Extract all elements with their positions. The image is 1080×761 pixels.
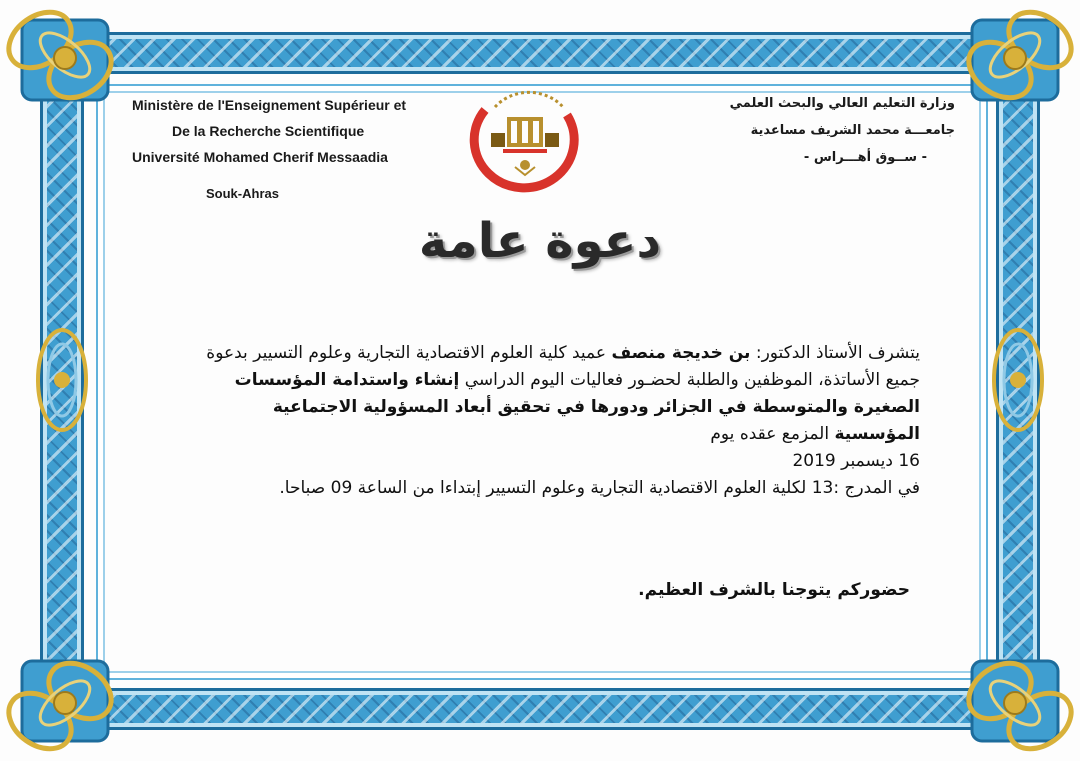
invitation-body: [198, 340, 920, 502]
ar-university: جامعـــة محمد الشريف مساعدية: [750, 123, 955, 138]
fr-city: Souk-Ahras: [206, 186, 279, 201]
gold-ribbon-ornament-icon: [988, 320, 1048, 440]
study-day-topic: إنشاء واستدامة المؤسسات الصغيرة والمتوسطة في الجزائر ودورها في تحقيق أبعاد المسؤولية الاجتماعية المؤسسية: [234, 370, 920, 444]
french-header: [132, 92, 432, 170]
fr-ministry-line2: De la Recherche Scientifique: [172, 123, 365, 139]
page-title: دعوة عامة: [418, 213, 662, 269]
arabic-header: [655, 90, 955, 171]
frame-bottom-band: [60, 688, 1020, 730]
body-scheduled: المزمع عقده يوم: [710, 424, 835, 444]
fr-university: Université Mohamed Cherif Messaadia: [132, 149, 388, 165]
event-date: 16 ديسمبر 2019: [792, 451, 920, 471]
gold-ribbon-ornament-icon: [0, 641, 130, 761]
event-venue: في المدرج :13 لكلية العلوم الاقتصادية التجارية وعلوم التسيير إبتداءا من الساعة 09 صباحا.: [279, 478, 920, 498]
closing-line: حضوركم يتوجنا بالشرف العظيم.: [638, 580, 910, 600]
body-invitation: عميد كلية العلوم الاقتصادية التجارية وعلوم التسيير بدعوة جميع الأساتذة، الموظفين والطلبة لحضـور فعاليات اليوم الدراسي: [206, 343, 920, 390]
ar-ministry: وزارة التعليم العالي والبحث العلمي: [729, 96, 955, 111]
dean-name: بن خديجة منصف: [611, 343, 751, 363]
frame-top-band: [60, 32, 1020, 74]
ar-city: - ســوق أهـــراس -: [803, 150, 927, 165]
fr-ministry-line1: Ministère de l'Enseignement Supérieur et: [132, 97, 407, 113]
university-emblem-icon: [455, 85, 595, 195]
gold-ribbon-ornament-icon: [32, 320, 92, 440]
gold-ribbon-ornament-icon: [0, 0, 130, 120]
gold-ribbon-ornament-icon: [950, 0, 1080, 120]
gold-ribbon-ornament-icon: [950, 641, 1080, 761]
body-intro: يتشرف الأستاذ الدكتور:: [750, 343, 920, 363]
body-paragraph-1: [198, 340, 920, 448]
